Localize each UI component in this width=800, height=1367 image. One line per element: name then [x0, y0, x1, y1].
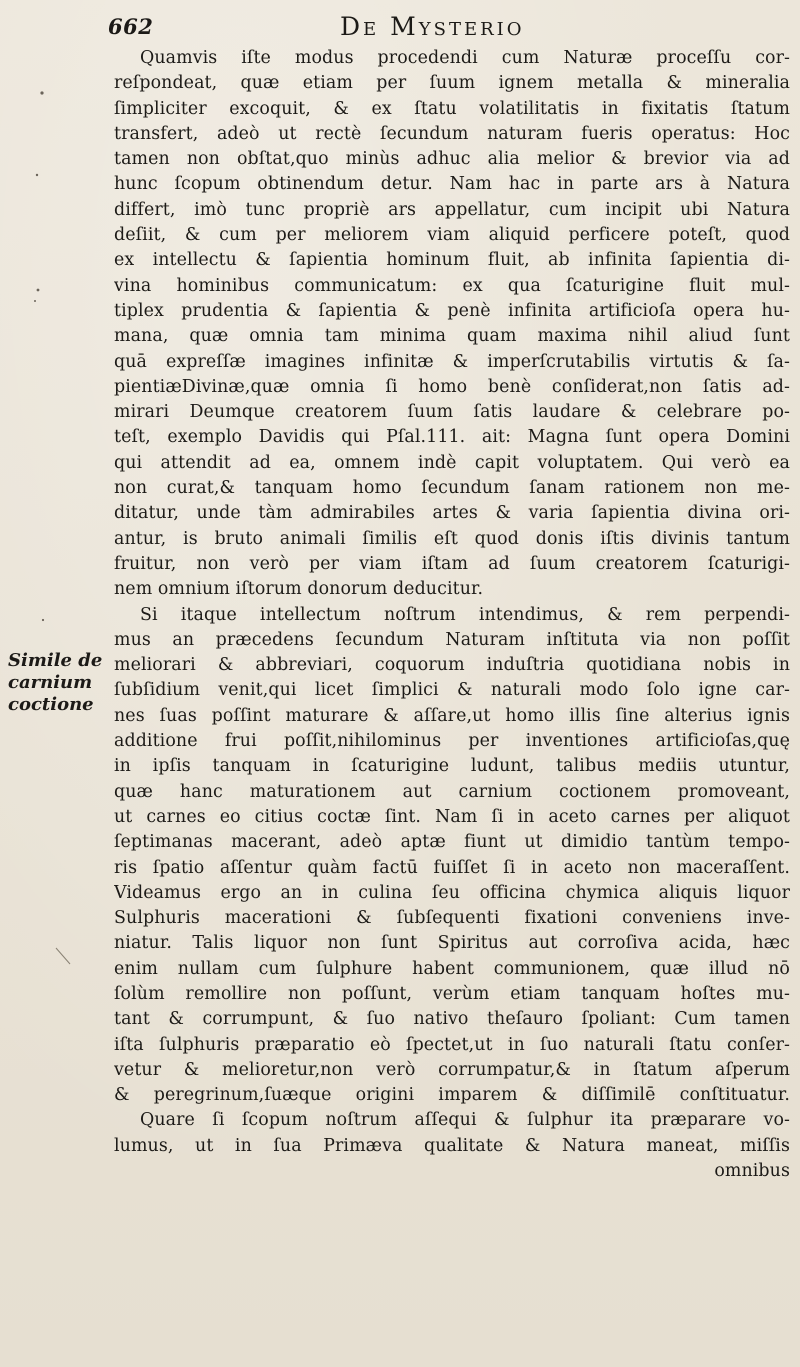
text-line: additione frui poſſit,nihilominus per inventiones artificioſas,quę — [114, 731, 790, 752]
text-line: tiplex prudentia & ſapientia & penè infinita artificioſa opera hu- — [114, 300, 790, 321]
text-line: pientiæDivinæ,quæ omnia ſi homo benè conſiderat,non ſatis ad- — [114, 376, 790, 397]
text-line: Videamus ergo an in culina ſeu officina chymica aliquis liquor — [114, 882, 790, 903]
text-line: niatur. Talis liquor non ſunt Spiritus aut corroſiva acida, hæc — [114, 933, 790, 954]
text-line: quā expreſſæ imagines infinitæ & imperſcrutabilis virtutis & ſa- — [114, 351, 790, 372]
text-line: vina hominibus communicatum: ex qua ſcaturigine fluit mul- — [114, 275, 790, 296]
text-line: differt, imò tunc propriè ars appellatur, cum incipit ubi Natura — [114, 199, 790, 220]
text-line: lumus, ut in ſua Primæva qualitate & Natura maneat, miſſis — [114, 1135, 790, 1156]
text-line: ſeptimanas macerant, adeò aptæ fiunt ut dimidio tantùm tempo- — [114, 832, 790, 853]
text-line: in ipſis tanquam in ſcaturigine ludunt, talibus mediis utuntur, — [114, 756, 790, 777]
text-line: ſolùm remollire non poſſunt, verùm etiam tanquam hoſtes mu- — [114, 983, 790, 1004]
text-line: qui attendit ad ea, omnem indè capit voluptatem. Qui verò ea — [114, 452, 790, 473]
text-line: Quare ſi ſcopum noſtrum aſſequi & ſulphur ita præparare vo- — [140, 1110, 790, 1131]
page-header — [108, 10, 788, 44]
text-line: teſt, exemplo Davidis qui Pſal.111. ait: Magna ſunt opera Domini — [114, 427, 790, 448]
text-line: vetur & melioretur,non verò corrumpatur,& in ſtatum aſperum — [114, 1059, 790, 1080]
text-line: meliorari & abbreviari, coquorum induſtria quotidiana nobis in — [114, 655, 790, 676]
text-line: omnibus — [714, 1161, 790, 1182]
text-line: nes ſuas poſſint maturare & aſſare,ut homo illis ſine alterius ignis — [114, 705, 790, 726]
text-line: quæ hanc maturationem aut carnium coctionem promoveant, — [114, 781, 790, 802]
text-line: ſimpliciter excoquit, & ex ſtatu volatilitatis in fixitatis ſtatum — [114, 98, 790, 119]
text-line: antur, is bruto animali ſimilis eſt quod donis iſtis divinis tantum — [114, 528, 790, 549]
text-line: enim nullam cum ſulphure habent communionem, quæ illud nō — [114, 958, 790, 979]
text-line: & peregrinum,ſuæque origini imparem & diſſimilē conſtituatur. — [114, 1085, 790, 1106]
text-line: ut carnes eo citius coctæ ſint. Nam ſi in aceto carnes per aliquot — [114, 806, 790, 827]
text-line: fruitur, non verò per viam iſtam ad ſuum creatorem ſcaturigi- — [114, 553, 790, 574]
text-line: nem omnium iſtorum donorum deducitur. — [114, 579, 484, 600]
text-line: Quamvis iſte modus procedendi cum Naturæ proceſſu cor- — [140, 48, 790, 68]
text-line: tamen non obſtat,quo minùs adhuc alia melior & brevior via ad — [114, 149, 790, 170]
body-text — [114, 46, 790, 1184]
text-line: Sulphuris macerationi & ſubſequenti fixationi conveniens inve- — [114, 908, 790, 929]
margin-note-line: carnium — [8, 672, 93, 693]
text-line: non curat,& tanquam homo ſecundum ſanam rationem non me- — [114, 478, 790, 499]
text-line: mana, quæ omnia tam minima quam maxima nihil aliud ſunt — [114, 326, 790, 347]
text-line: mirari Deumque creatorem ſuum ſatis laudare & celebrare po- — [114, 402, 790, 423]
text-line: reſpondeat, quæ etiam per ſuum ignem metalla & mineralia — [114, 73, 790, 94]
running-head: De Mysterio — [340, 12, 525, 41]
margin-note — [8, 650, 108, 716]
text-line: deſiit, & cum per meliorem viam aliquid perficere poteſt, quod — [114, 225, 790, 246]
text-line: transfert, adeò ut rectè ſecundum naturam fueris operatus: Hoc — [114, 123, 790, 144]
page-number: 662 — [108, 14, 154, 39]
text-line: hunc ſcopum obtinendum detur. Nam hac in parte ars à Natura — [114, 174, 790, 195]
text-line: ſubſidium venit,qui licet ſimplici & naturali modo ſolo igne car- — [114, 680, 790, 701]
margin-note-line: Simile de — [8, 650, 103, 671]
text-line: tant & corrumpunt, & ſuo nativo theſauro ſpoliant: Cum tamen — [114, 1009, 790, 1030]
text-line: Si itaque intellectum noſtrum intendimus, & rem perpendi- — [140, 604, 790, 625]
margin-note-line: coctione — [8, 694, 94, 715]
text-line: ex intellectu & ſapientia hominum fluit, ab infinita ſapientia di- — [114, 250, 790, 271]
text-line: mus an præcedens ſecundum Naturam inſtituta via non poſſit — [114, 629, 790, 650]
text-line: ditatur, unde tàm admirabiles artes & varia ſapientia divina ori- — [114, 503, 790, 524]
text-line: iſta ſulphuris præparatio eò ſpectet,ut in ſuo naturali ſtatu conſer- — [114, 1034, 790, 1055]
text-line: ris ſpatio aſſentur quàm factū fuiſſet ſi in aceto non maceraſſent. — [114, 857, 790, 878]
